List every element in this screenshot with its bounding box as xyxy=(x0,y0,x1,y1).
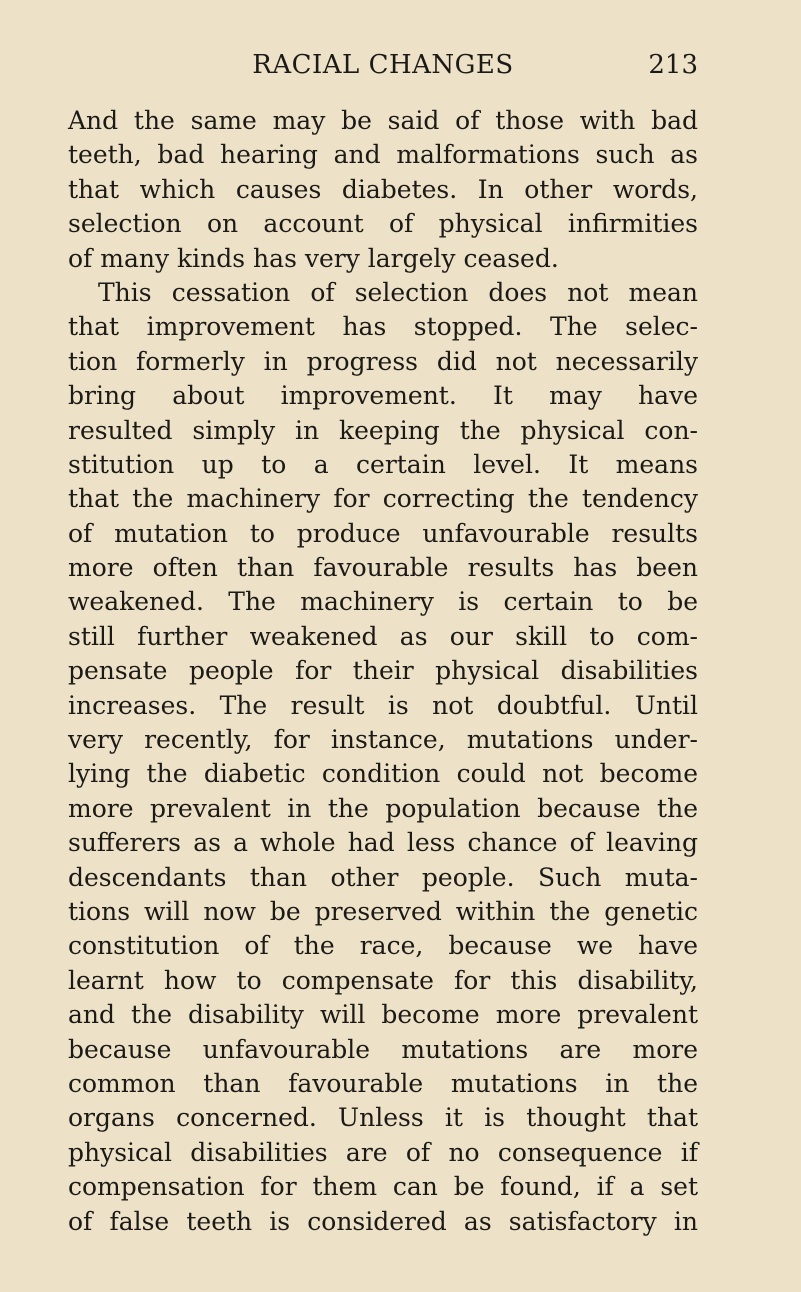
text-line: very recently, for instance, mutations under- xyxy=(68,725,698,755)
text-line: of mutation to produce unfavourable results xyxy=(68,518,698,548)
text-line: of false teeth is considered as satisfactory in xyxy=(68,1206,698,1236)
text-line: selection on account of physical infirmities xyxy=(68,209,698,239)
text-line: pensate people for their physical disabilities xyxy=(68,656,698,686)
text-line: resulted simply in keeping the physical con- xyxy=(68,415,698,445)
text-line: tion formerly in progress did not necessarily xyxy=(68,346,698,376)
text-line: descendants than other people. Such muta- xyxy=(68,862,698,892)
text-line: of many kinds has very largely ceased. xyxy=(68,243,559,273)
text-line: that improvement has stopped. The selec- xyxy=(68,312,698,342)
text-line: bring about improvement. It may have xyxy=(68,381,698,411)
text-line: increases. The result is not doubtful. Until xyxy=(68,690,698,720)
text-line: weakened. The machinery is certain to be xyxy=(68,587,698,617)
text-line: because unfavourable mutations are more xyxy=(68,1034,698,1064)
text-line: physical disabilities are of no consequence if xyxy=(68,1137,698,1167)
text-line: constitution of the race, because we have xyxy=(68,931,698,961)
text-line: common than favourable mutations in the xyxy=(68,1068,698,1098)
running-head xyxy=(68,50,698,90)
text-line: more prevalent in the population because the xyxy=(68,793,698,823)
text-line: compensation for them can be found, if a set xyxy=(68,1172,698,1202)
text-line: still further weakened as our skill to com- xyxy=(68,621,698,651)
text-line: sufferers as a whole had less chance of leaving xyxy=(68,828,698,858)
text-line: more often than favourable results has been xyxy=(68,553,698,583)
text-line: lying the diabetic condition could not become xyxy=(68,759,698,789)
page-number: 213 xyxy=(648,50,698,80)
text-line: teeth, bad hearing and malformations such as xyxy=(68,140,698,170)
text-line: And the same may be said of those with bad xyxy=(68,106,698,135)
text-line: and the disability will become more prevalent xyxy=(68,1000,698,1030)
text-line: learnt how to compensate for this disability, xyxy=(68,965,698,995)
text-line: tions will now be preserved within the genetic xyxy=(68,896,698,926)
running-title: RACIAL CHANGES xyxy=(252,50,514,80)
text-line: that the machinery for correcting the tendency xyxy=(68,484,698,514)
text-line: organs concerned. Unless it is thought that xyxy=(68,1103,698,1133)
body-text xyxy=(68,104,698,1239)
text-line: stitution up to a certain level. It means xyxy=(68,449,698,479)
text-line: This cessation of selection does not mean xyxy=(98,277,698,307)
text-line: that which causes diabetes. In other words, xyxy=(68,174,698,204)
